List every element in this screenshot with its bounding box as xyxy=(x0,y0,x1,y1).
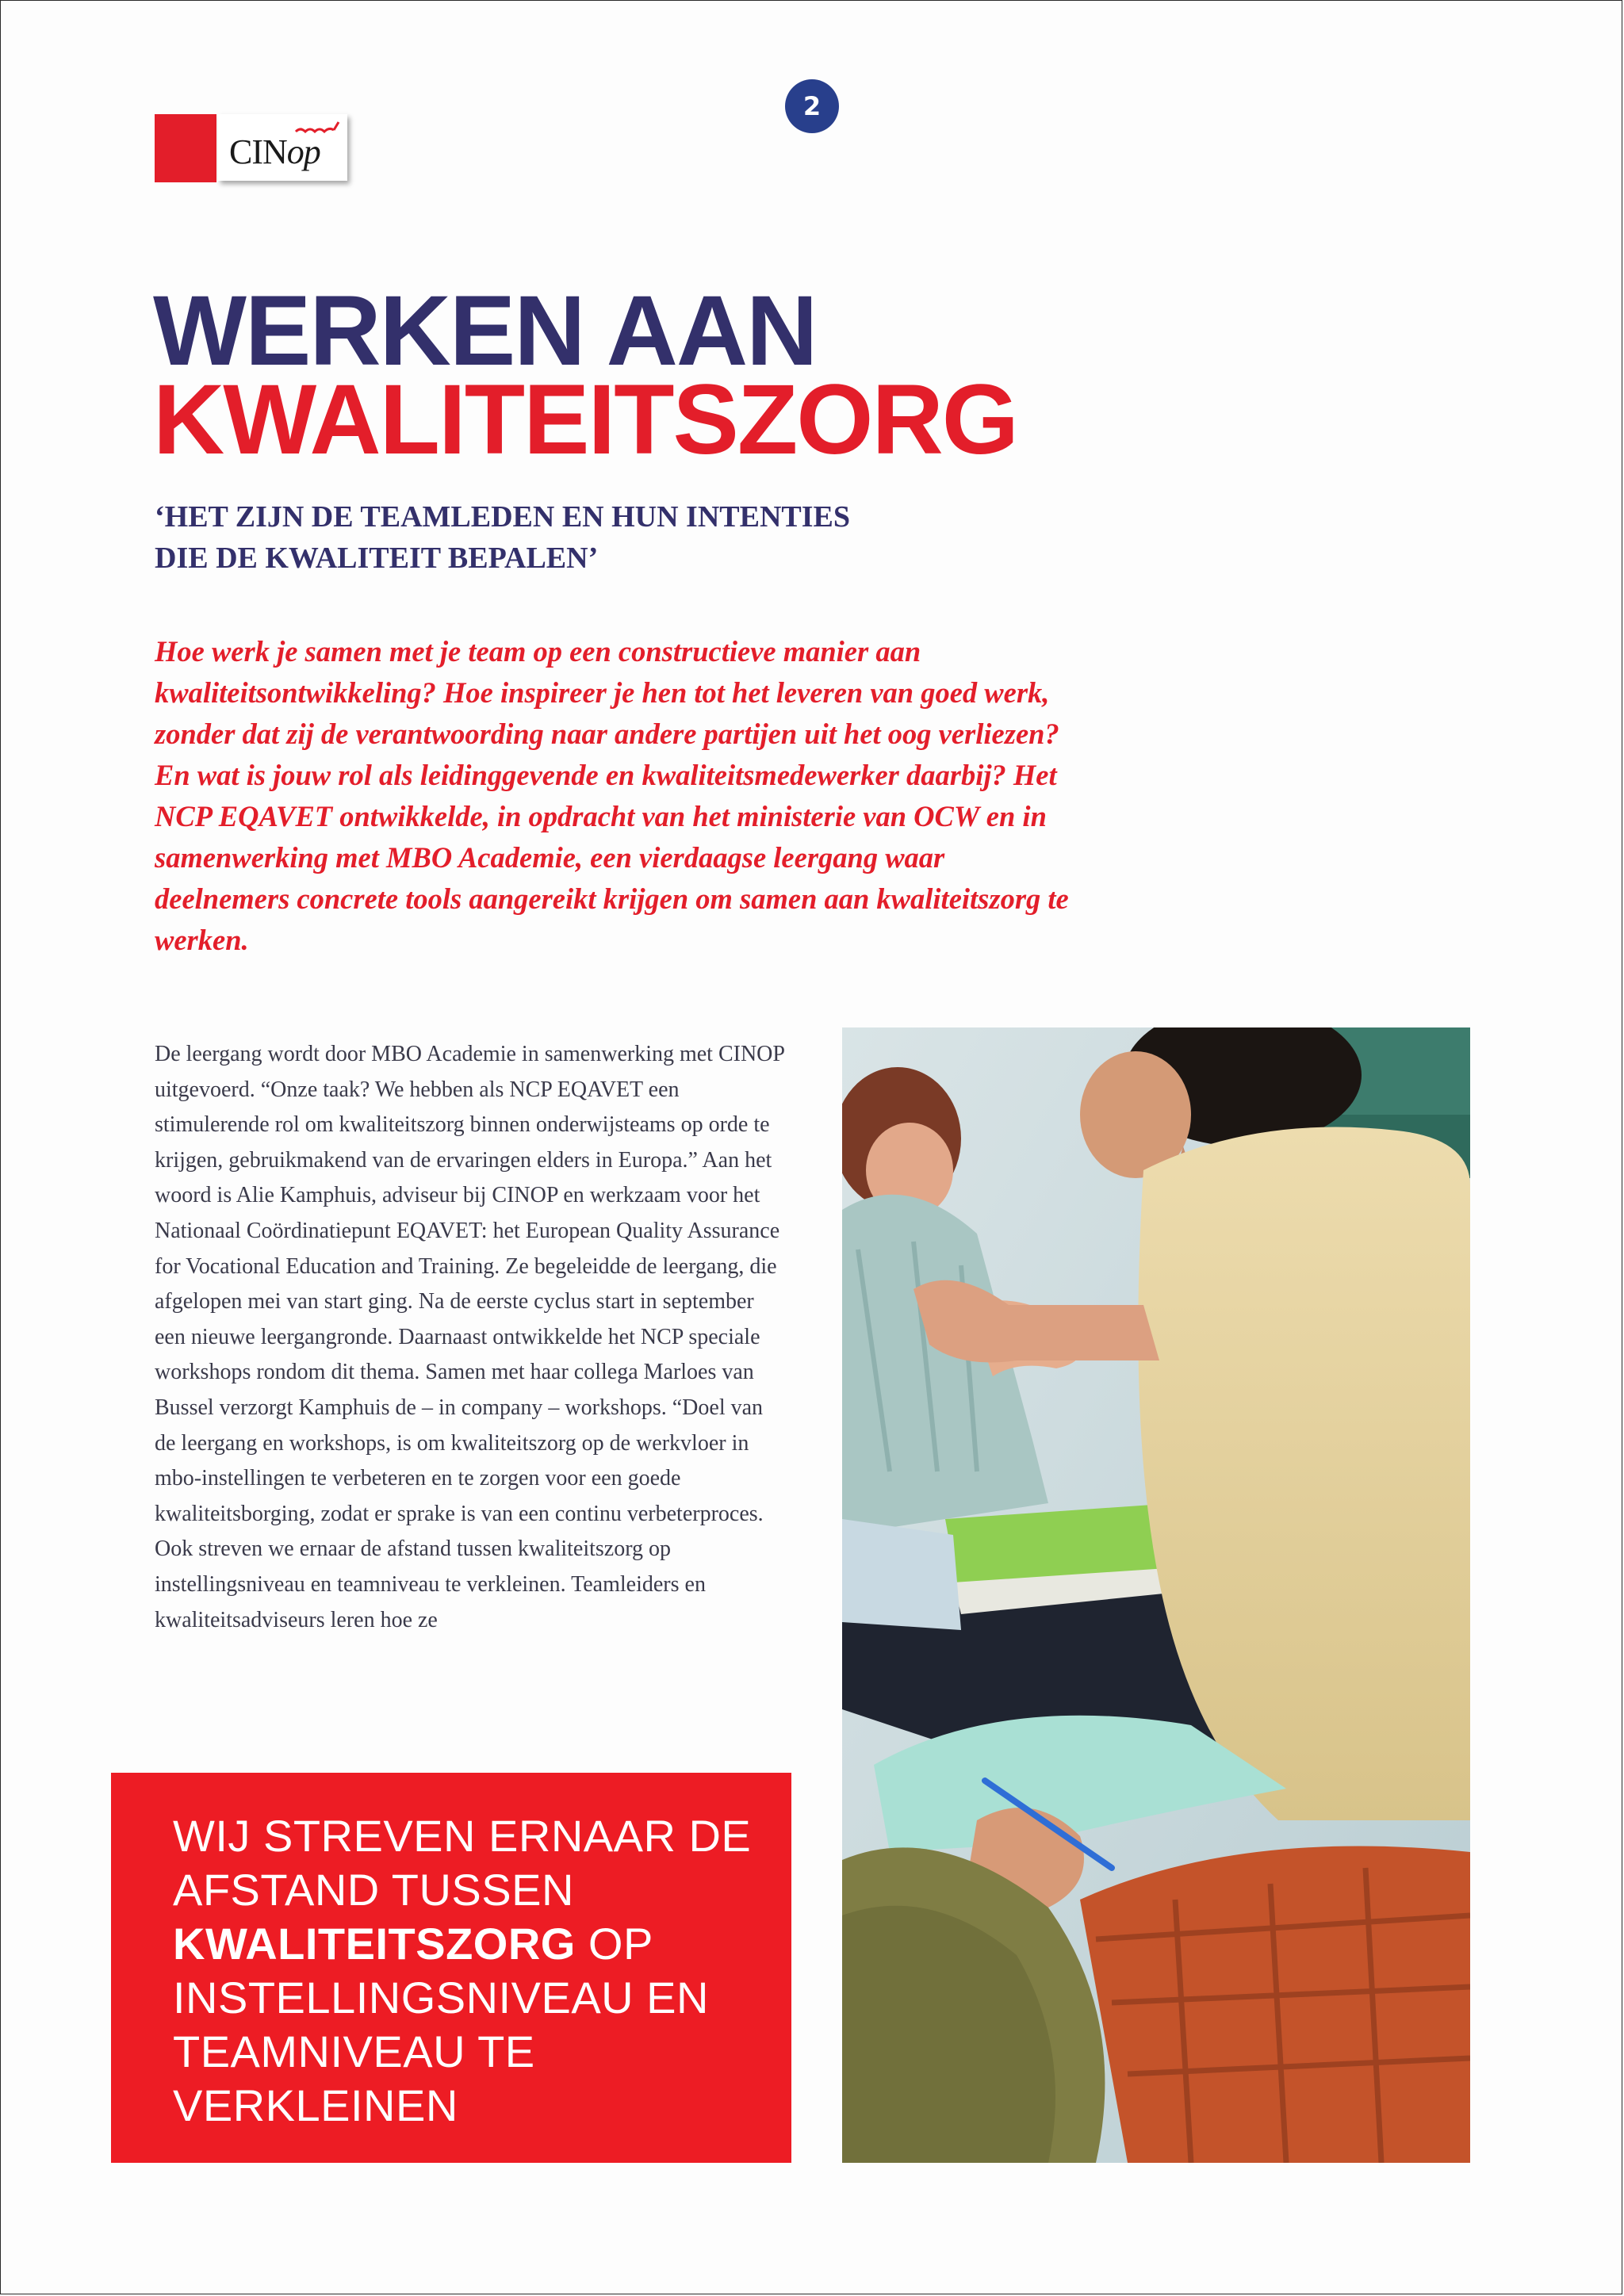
classroom-photo xyxy=(842,1027,1470,2163)
pull-quote-part-2: OP INSTELLINGSNIVEAU EN TEAMNIVEAU TE VERKLEINEN xyxy=(173,1919,709,2130)
subtitle-line-1: ‘HET ZIJN DE TEAMLEDEN EN HUN INTENTIES xyxy=(155,500,851,534)
logo-card xyxy=(218,114,347,181)
pull-quote-emphasis: KWALITEITSZORG xyxy=(173,1919,576,1969)
logo-text-main: CIN xyxy=(229,132,287,171)
page-number-badge: 2 xyxy=(785,79,839,133)
title-line-2: KWALITEITSZORG xyxy=(153,365,1017,475)
page-title xyxy=(153,276,1017,475)
intro-paragraph: Hoe werk je samen met je team op een constructieve manier aan kwaliteitsontwikkeling? Hoe inspireer je hen tot het leveren van goed werk, zonder dat zij de verantwoording naar andere partijen uit het oog verliezen? En wat is jouw rol als leidinggevende en kwaliteitsmedewerker daarbij? Het NCP EQAVET ontwikkelde, in opdracht van het ministerie van OCW en in samenwerking met MBO Academie, een vierdaagse leergang waar deelnemers concrete tools aangereikt krijgen om samen aan kwaliteitszorg te werken. xyxy=(155,635,1069,956)
logo-wordmark xyxy=(229,132,320,172)
body-paragraph: De leergang wordt door MBO Academie in samenwerking met CINOP uitgevoerd. “Onze taak? We hebben als NCP EQAVET een stimulerende rol om kwaliteitszorg binnen onderwijsteams op orde te krijgen, gebruikmakend van de ervaringen elders in Europa.” Aan het woord is Alie Kamphuis, adviseur bij CINOP en werkzaam voor het Nationaal Coördinatiepunt EQAVET: het European Quality Assurance for Vocational Education and Training. Ze begeleidde de leergang, die afgelopen mei van start ging. Na de eerste cyclus start in september een nieuwe leergangronde. Daarnaast ontwikkelde het NCP speciale workshops rondom dit thema. Samen met haar collega Marloes van Bussel verzorgt Kamphuis de – in company – workshops. “Doel van de leergang en workshops, is om kwaliteitszorg op de werkvloer in mbo-instellingen te verbeteren en te zorgen voor een goede kwaliteitsborging, zodat er sprake is van een continu verbeterproces. Ook streven we ernaar de afstand tussen kwaliteitszorg op instellingsniveau en teamniveau te verkleinen. Teamleiders en kwaliteitsadviseurs leren hoe ze xyxy=(155,1042,784,1632)
pull-quote xyxy=(173,1809,791,2133)
cinop-logo xyxy=(155,114,349,182)
title-line-1: WERKEN AAN xyxy=(153,276,817,386)
classroom-photo-illustration xyxy=(842,1027,1470,2163)
subtitle-line-2: DIE DE KWALITEIT BEPALEN’ xyxy=(155,541,599,575)
pull-quote-part-1: WIJ STREVEN ERNAAR DE AFSTAND TUSSEN xyxy=(173,1811,752,1915)
subtitle xyxy=(155,496,850,579)
logo-red-block xyxy=(155,114,216,182)
pull-quote-box xyxy=(111,1773,791,2163)
logo-text-italic: op xyxy=(286,132,320,171)
